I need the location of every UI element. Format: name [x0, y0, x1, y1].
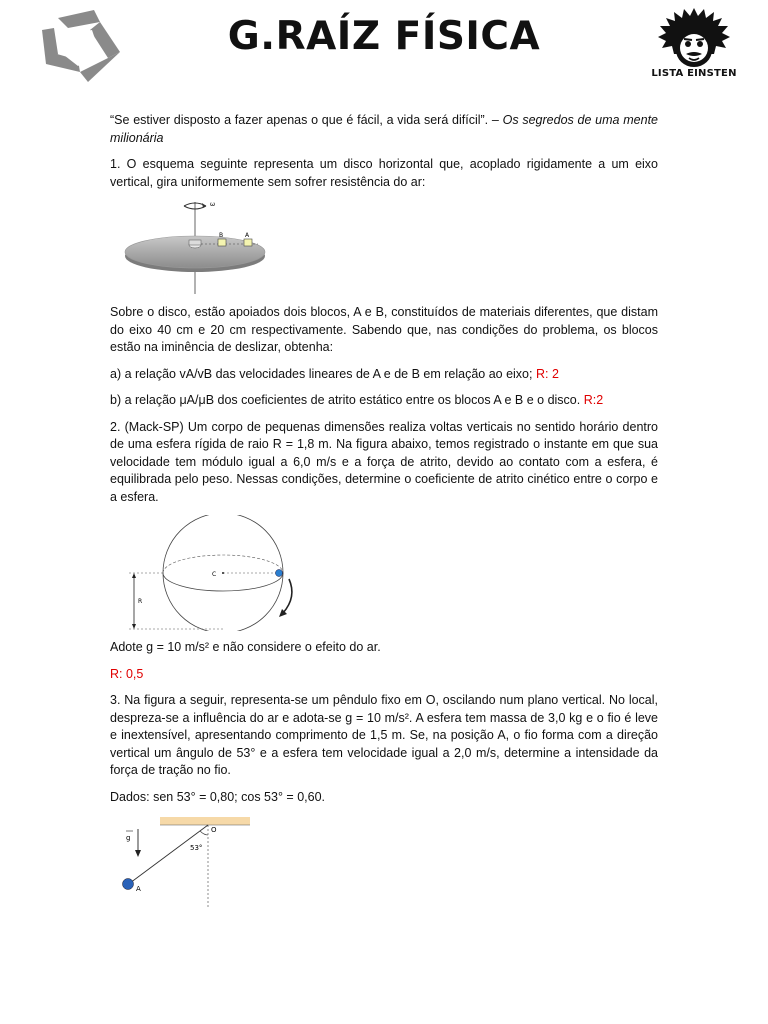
question-1-item-b: b) a relação μA/μB dos coeficientes de atrito estático entre os blocos A e B e o disco. R:2	[110, 393, 604, 407]
answer-1b: R:2	[583, 393, 604, 407]
block-a-label: A	[245, 232, 250, 239]
einstein-logo	[648, 6, 740, 86]
pendulum-figure	[118, 815, 268, 911]
answer-2: R: 0,5	[110, 666, 144, 681]
question-1-statement: 1. O esquema seguinte representa um disco horizontal que, acoplado rigidamente a um eixo vertical, gira uniformemente sem sofrer resistência do ar:	[110, 157, 658, 189]
question-3-data: Dados: sen 53° = 0,80; cos 53° = 0,60.	[110, 789, 326, 804]
quote-text: “Se estiver disposto a fazer apenas o que é fácil, a vida será difícil”. –	[110, 113, 499, 127]
answer-1a: R: 2	[535, 366, 559, 381]
quote-source: Os segredos de uma mente milionária	[110, 113, 658, 145]
page-header	[0, 0, 768, 95]
page-title: G.RAÍZ FÍSICA	[227, 14, 541, 59]
point-a-label: A	[136, 885, 141, 893]
sphere-figure	[125, 515, 315, 631]
question-2-statement: 2. (Mack-SP) Um corpo de pequenas dimensões realiza voltas verticais no sentido horário dentro de uma esfera rígida de raio R = 1,8 m. Na figura abaixo, temos registrado o instante em que sua velocidade tem módulo igual a 6,0 m/s e a força de atrito, devido ao contato com a esfera, é equilibrada pelo peso. Nessas condições, determine o coeficiente de atrito cinético entre o corpo e a esfera.	[110, 419, 658, 504]
omega-label: ω	[210, 201, 216, 208]
gravity-label: g	[126, 834, 131, 842]
question-3-statement: 3. Na figura a seguir, representa-se um pêndulo fixo em O, oscilando num plano vertical. No local, despreza-se a influência do ar e adota-se g = 10 m/s². A esfera tem massa de 3,0 kg e o fio é leve e inextensível, apresentando comprimento de 1,5 m. Se, na posição A, o fio forma com a direção vertical um ângulo de 53° e a esfera tem velocidade igual a 2,0 m/s, determine a intensidade da força de tração no fio.	[110, 693, 658, 777]
quote	[110, 112, 658, 147]
pivot-o-label: O	[211, 826, 217, 834]
radius-label: R	[138, 598, 143, 605]
question-1-item-a: a) a relação vA/vB das velocidades lineares de A e de B em relação ao eixo; R: 2	[110, 366, 559, 381]
angle-label: 53°	[190, 844, 203, 852]
center-label: C	[212, 571, 217, 578]
document-body	[110, 112, 658, 911]
question-2-note: Adote g = 10 m/s² e não considere o efeito do ar.	[110, 640, 381, 654]
einstein-face-icon	[656, 6, 732, 70]
rotating-disk-figure	[120, 200, 290, 298]
logo-caption: LISTA EINSTEN	[651, 68, 737, 79]
block-b-label: B	[219, 232, 224, 239]
question-1-text: Sobre o disco, estão apoiados dois blocos, A e B, constituídos de materiais diferentes, que distam do eixo 40 cm e 20 cm respectivamente. Sabendo que, nas condições do problema, os blocos estão na iminência de deslizar, obtenha:	[110, 305, 658, 354]
